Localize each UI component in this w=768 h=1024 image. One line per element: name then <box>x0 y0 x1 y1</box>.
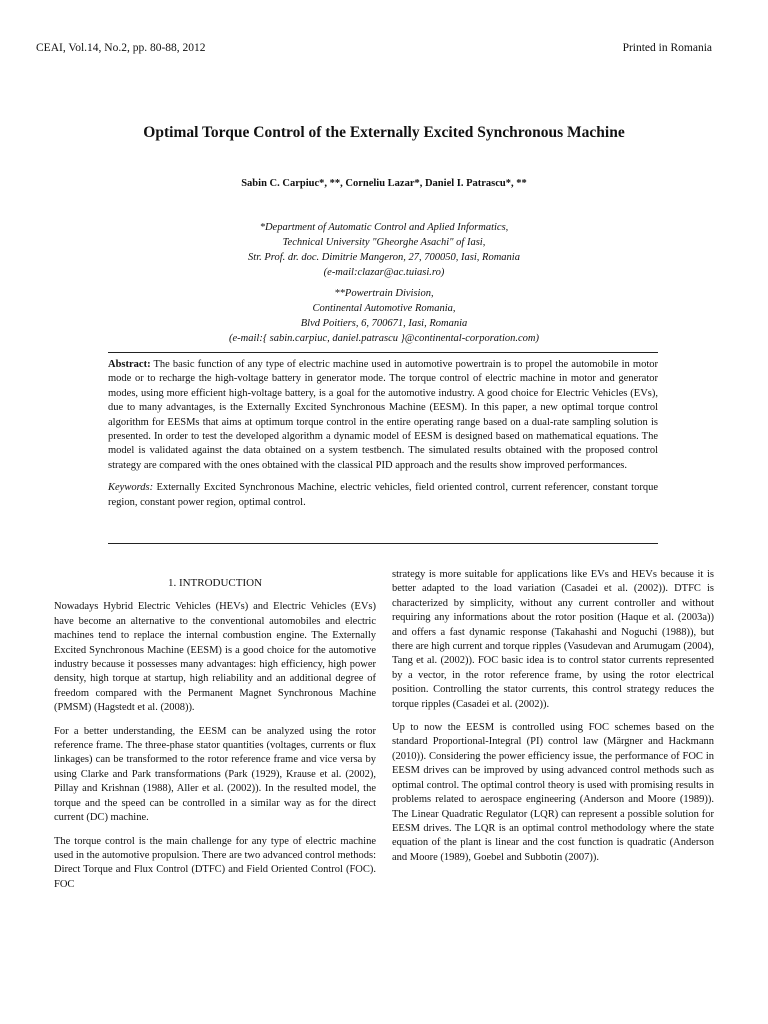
paragraph: The torque control is the main challenge for any type of electric machine used in the automotive propulsion. There are two advanced control methods: Direct Torque and Flux Control (DTFC) and Field Oriented Control (FOC). FOC <box>54 835 377 890</box>
keywords <box>108 481 658 510</box>
paragraph: Up to now the EESM is controlled using FOC schemes based on the standard Proportional-Integral (PI) control law (Märgner and Hackmann (2010)). Considering the power efficiency issue, the performance of FOC in EESM drives can be improved by using advanced control methods such as optimal control. The optimal control theory is used with promising results in problems related to aerospace engineering (Anderson and Moore (1989)). The Linear Quadratic Regulator (LQR) can represent a possible solution for EESM drives. The LQR is an optimal control methodology where the state equation of the plant is linear and the cost function is quadratic (Anderson and Moore (1989), Goebel and Subbotin (2007)). <box>392 722 714 863</box>
author-list: Sabin C. Carpiuc*, **, Corneliu Lazar*, Daniel I. Patrascu*, ** <box>241 178 527 189</box>
paragraph: Nowadays Hybrid Electric Vehicles (HEVs) and Electric Vehicles (EVs) have become an alternative to the conventional automobiles and electric machines tend to replace the internal combustion engine. The Externally Excited Synchronous Machine (EESM) is a good choice for the automotive industry because it possesses many advantages: high efficiency, high power density, high torque at startup, high reliability and an additional degree of freedom compared with the Permanent Magnet Synchronous Machine (PMSM) (Hagstedt et al. (2008)). <box>54 601 376 714</box>
affiliation-line: Technical University "Gheorghe Asachi" of Iasi, <box>282 237 486 248</box>
affiliation-2 <box>0 286 768 346</box>
affiliation-line: Continental Automotive Romania, <box>312 303 456 314</box>
abstract <box>108 358 658 473</box>
left-column <box>54 574 376 901</box>
affiliation-1 <box>0 220 768 280</box>
affiliation-line: *Department of Automatic Control and Aplied Informatics, <box>259 222 509 233</box>
abstract-box <box>108 352 658 544</box>
paragraph: For a better understanding, the EESM can be analyzed using the rotor reference frame. The three-phase stator quantities (voltages, currents or flux linkages) can be transformed to the rotor reference frame and vice versa by using Clarke and Park transformations (Park (1929), Krause et al. (2002), Pillay and Krishnan (1988), Aller et al. (2002)). In the resulted model, the torque and the speed can be controlled in a similar way as for the direct current (DC) machine. <box>54 725 376 824</box>
keywords-text: Externally Excited Synchronous Machine, electric vehicles, field oriented control, current referencer, constant torque region, constant power region, optimal control. <box>108 482 658 508</box>
affiliation-email: (e-mail:{ sabin.carpiuc, daniel.patrascu }@continental-corporation.com) <box>229 333 539 344</box>
affiliation-line: Str. Prof. dr. doc. Dimitrie Mangeron, 27, 700050, Iasi, Romania <box>248 252 520 263</box>
paper-title: Optimal Torque Control of the Externally Excited Synchronous Machine <box>143 124 625 141</box>
page-header <box>36 42 712 54</box>
printed-location: Printed in Romania <box>622 42 712 54</box>
journal-citation: CEAI, Vol.14, No.2, pp. 80-88, 2012 <box>36 42 206 54</box>
paragraph: strategy is more suitable for applications like EVs and HEVs because it is better adapted to the load variation (Casadei et al. (2002)). DTFC is characterized by simplicity, without any current controller and without requiring any informations about the rotor position (Haque et al. (2003a)) and offers a fast dynamic response (Takahashi and Noguchi (1988)), but there are high current and torque ripples (Vasudevan and Arumugam (2004), Tang et al. (2002)). FOC basic idea is to control stator currents represented by a vector, in the rotor reference frame, by using the rotor electrical position. Controlling the stator currents, this control strategy reduces the torque ripples (Casadei et al. (2002)). <box>392 569 714 710</box>
abstract-text: The basic function of any type of electric machine used in automotive powertrain is to propel the automobile in motor mode or to recharge the high-voltage battery in generator mode. The torque control of electric machine in motor and generator modes, using more efficient high-voltage battery, is a goal for the automotive industry. A good choice for Electric Vehicles (EVs), due to many advantages, is the Externally Excited Synchronous Machine (EESM). In this paper, a new optimal torque control algorithm for EESMs that aims at optimum torque control in the entire operating range based on a dual-rate sampling solution is presented. In order to test the developed algorithm a dynamic model of EESM is designed based on mathematical equations. The model is validated against the data obtained on a system testbench. The simulated results obtained with the proposed control strategy are compared with the ones obtained with the classical PID approach and the results show improved performances. <box>108 359 658 471</box>
section-heading: 1. INTRODUCTION <box>167 577 263 589</box>
affiliation-line: Blvd Poitiers, 6, 700671, Iasi, Romania <box>300 318 468 329</box>
abstract-label: Abstract: <box>108 359 151 370</box>
keywords-label: Keywords: <box>108 482 154 494</box>
affiliation-line: **Powertrain Division, <box>334 288 434 299</box>
affiliation-email: (e-mail:clazar@ac.tuiasi.ro) <box>323 267 445 278</box>
right-column <box>392 568 714 874</box>
